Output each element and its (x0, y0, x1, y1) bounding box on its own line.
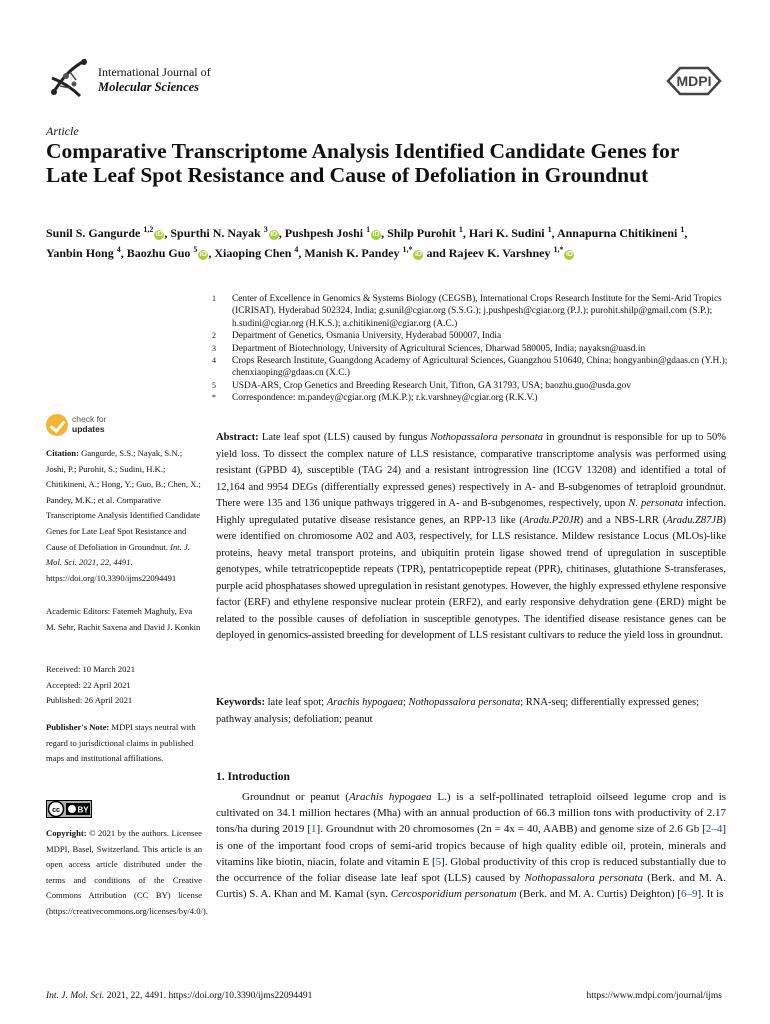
date-published: Published: 26 April 2021 (46, 695, 133, 706)
abstract-gene: Aradu.P20JR (522, 514, 580, 526)
footer-journal: Int. J. Mol. Sci. (46, 991, 105, 1001)
abstract-species: N. personata (628, 498, 684, 509)
affiliation-number: * (212, 393, 216, 403)
abstract-text: Late leaf spot (LLS) caused by fungus (261, 432, 428, 443)
reference-link[interactable]: 5 (435, 855, 442, 868)
keyword: Nothopassalora personata (408, 697, 521, 708)
keyword: Arachis hypogaea (326, 697, 403, 708)
intro-species: Nothopassalora personata (524, 872, 644, 885)
section-heading-introduction: 1. Introduction (216, 771, 290, 783)
orcid-icon[interactable]: iD (270, 231, 278, 238)
author-affiliation-sup: 1 (680, 225, 685, 234)
publisher-note-label: Publisher's Note: (46, 722, 110, 732)
intro-text: ] is one of the important food crops of semi-arid tropics because of high quality edible oil, protein, minerals and vitamins like biotin, niacin, folate and vitamin E [ (216, 823, 726, 868)
publisher-note (46, 720, 202, 767)
author-name: Yanbin Hong (46, 245, 114, 260)
abstract-text: ) were identified on chromosome A02 and A03, respectively, for LLS resistance. Mildew resistance Locus (MLOs)-like proteins, heavy metal transport proteins, and ubiquitin protein ligase showed trend of upregulation in susceptible genotypes, while tetratricopeptide repeats (TPR), pentatricopeptide repeat (PPR), chitinases, glutathione S-transferases, purple acid phosphatases showed upregulation in resistant genotypes. However, the highly expressed ethylene responsive factor (ERF) and ethylene responsive nuclear protein (ERF2), and early responsive dehydration gene (ERD) might be related to the possible causes of defoliation in susceptible genotypes. The identified disease resistance genes can be deployed in genomics-assisted breeding for development of LLS resistant cultivars to reduce the yield loss in groundnut. (216, 514, 726, 641)
affiliation-number: 3 (212, 343, 216, 353)
citation-doi-link[interactable]: https://doi.org/10.3390/ijms22094491 (46, 572, 177, 583)
affiliation-text: USDA-ARS, Crop Genetics and Breeding Research Unit, Tifton, GA 31793, USA; baozhu.guo@usda.gov (232, 380, 631, 391)
check-updates-icon (46, 414, 68, 436)
affiliation-number: 2 (212, 331, 216, 341)
abstract-species: Nothopassalora personata (430, 432, 543, 443)
citation-year-vol: 2021, 22, 4491. (78, 557, 133, 568)
abstract-gene: Aradu.Z87JB (666, 514, 723, 526)
reference-link[interactable]: 6–9 (680, 888, 698, 901)
author-name: Annapurna Chitikineni (556, 226, 678, 240)
date-accepted: Accepted: 22 April 2021 (46, 679, 131, 690)
author-list: Sunil S. Gangurde $^{1,2}$iD , Spurthi N. Nayak $^3$iD , Pushpesh Joshi $^1$iD , Shilp Purohit $^1$, Hari K. Sudini $^1$, Annapurna Chitikineni $^1$, Yanbin Hong $^4$, Baozhu Guo $^5$iD , Xiaoping Chen $^4$, Manish K. Pandey $^{1,*}$iD and Rajeev K. Varshney $^{1,*}$iD (46, 225, 688, 260)
intro-text: Groundnut or peanut ( (242, 791, 349, 803)
check-updates-line2: updates (72, 423, 105, 434)
cc-by-license-icon[interactable] (46, 800, 92, 818)
author-affiliation-sup: 5 (193, 244, 198, 254)
author-name: Hari K. Sudini (468, 226, 545, 240)
author-name: Manish K. Pandey (304, 245, 400, 260)
affiliation-text: Crops Research Institute, Guangdong Academy of Agricultural Sciences, Guangzhou 510640, China; hongyanbin@gdaas.cn (Y.H.); chenxiaoping@gdaas.cn (X.C.) (232, 356, 728, 379)
abstract-text: ) and a NBS-LRR ( (579, 514, 667, 526)
orcid-icon[interactable]: iD (155, 231, 163, 238)
citation-journal: Int. J. Mol. Sci. (46, 541, 190, 568)
intro-text: ]. Groundnut with 20 chromosomes (2n = 4x = 40, AABB) and genome size of 2.6 Gb [ (316, 823, 706, 836)
editors-label: Academic Editors: (46, 606, 111, 616)
author-name: Spurthi N. Nayak (170, 226, 261, 240)
affiliation-text: Department of Genetics, Osmania University, Hyderabad 500007, India (232, 331, 502, 342)
check-for-updates-button[interactable] (46, 414, 166, 438)
mdpi-logo[interactable] (666, 66, 722, 96)
intro-text: (Berk. and M. A. Curtis) Deighton) [ (519, 888, 681, 901)
article-title: Comparative Transcriptome Analysis Identified Candidate Genes for Late Leaf Spot Resistance and Cause of Defoliation in Groundnut (46, 139, 680, 187)
academic-editors (46, 604, 202, 635)
affiliation-item (212, 355, 732, 380)
check-updates-line1: check for (72, 414, 107, 424)
affiliation-item (212, 330, 732, 342)
author-name: Pushpesh Joshi (284, 226, 364, 240)
footer-citation-text: 2021, 22, 4491. https://doi.org/10.3390/ijms22094491 (106, 991, 313, 1001)
affiliation-item (212, 392, 732, 404)
cc-badge-by: BY (77, 805, 89, 815)
author-affiliation-sup: 4 (116, 244, 121, 254)
cc-badge-cc: cc (52, 807, 60, 814)
copyright-text: © 2021 by the authors. Licensee MDPI, Basel, Switzerland. This article is an open access article distributed under the terms and conditions of the Creative Commons Attribution (CC BY) license (https://creativecommons.org/licenses/by/4.0/). (46, 828, 208, 916)
affiliation-number: 5 (212, 380, 216, 390)
intro-text: ]. It is (697, 888, 724, 901)
citation-text: Gangurde, S.S.; Nayak, S.N.; Joshi, P.; Purohit, S.; Sudini, H.K.; Chitikineni, A.; Hong, Y.; Guo, B.; Chen, X.; Pandey, M.K.; et al. Comparative Transcriptome Analysis Identified Candidate Genes for Late Leaf Spot Resistance and Cause of Defoliation in Groundnut. (46, 448, 201, 552)
keyword: ; RNA-seq; differentially expressed genes; pathway analysis; defoliation; peanut (216, 697, 700, 725)
affiliation-number: 4 (212, 356, 216, 366)
author-name: Xiaoping Chen (214, 245, 292, 260)
affiliations (212, 293, 732, 405)
journal-name-line1: International Journal of (98, 65, 211, 79)
affiliation-text: Correspondence: m.pandey@cgiar.org (M.K.P.); r.k.varshney@cgiar.org (R.K.V.) (232, 393, 538, 404)
keywords (216, 695, 726, 728)
author-name: Sunil S. Gangurde (46, 226, 141, 240)
introduction-paragraph (216, 789, 726, 902)
orcid-icon[interactable]: iD (372, 231, 380, 238)
author-name: Shilp Purohit (387, 226, 456, 240)
author-affiliation-sup: 1,2 (143, 225, 154, 234)
author-name: Baozhu Guo (126, 245, 191, 260)
intro-text: L.) is a self-pollinated tetraploid oilseed legume crop and is cultivated on 34.1 million hectares (Mha) with an annual production of 66.3 million tons with productivity of 2.17 tons/ha during 2019 [ (216, 791, 727, 836)
citation-block (46, 446, 202, 586)
affiliation-text: Center of Excellence in Genomics & Systems Biology (CEGSB), International Crops Research Institute for the Semi-Arid Tropics (ICRISAT), Hyderabad 502324, India; g.sunil@cgiar.org (S.S.G.); j.pushpesh@cgiar.org (P.J.); purohit.shilp@gmail.com (S.P.); h.sudini@cgiar.org (H.K.S.); a.chitikineni@cgiar.org (A.C.) (232, 294, 722, 329)
citation-label: Citation: (46, 448, 79, 458)
footer-journal-url[interactable]: https://www.mdpi.com/journal/ijms (586, 991, 722, 1001)
editors-text: Fatemeh Maghuly, Eva M. Sehr, Rachit Saxena and David J. Konkin (46, 606, 201, 632)
reference-link[interactable]: 2–4 (705, 823, 723, 836)
journal-logo-icon (46, 54, 92, 100)
date-received: Received: 10 March 2021 (46, 664, 136, 674)
author-name: Rajeev K. Varshney (448, 245, 551, 260)
affiliation-number: 1 (212, 294, 216, 303)
footer-citation (46, 991, 312, 1001)
author-affiliation-sup: 1 (547, 225, 552, 234)
keywords-label: Keywords: (216, 697, 265, 708)
author-affiliation-sup: 3 (263, 225, 268, 234)
orcid-icon[interactable]: iD (565, 250, 573, 258)
intro-text: ]. Global productivity of this crop is reduced substantially due to the occurrence of the foliar disease late leaf spot (LLS) caused by (216, 855, 726, 885)
affiliation-text: Department of Biotechnology, University of Agricultural Sciences, Dharwad 580005, India; nayaksn@uasd.in (232, 343, 646, 354)
mdpi-logo-text: MDPI (676, 73, 712, 89)
affiliation-item (212, 380, 732, 392)
abstract-text: in groundnut is responsible for up to 50% yield loss. To dissect the complex nature of LLS resistance, comparative transcriptome analysis was performed using resistant (GPBD 4), susceptible (TAG 24) and a resistant introgression line (ICGV 13208) and identified a total of 12,164 and 9954 DEGs (differentially expressed genes) respectively in A- and B-subgenomes of tetraploid groundnut. There were 135 and 136 unique pathways triggered in A- and B-subgenomes, respectively, upon (216, 432, 726, 509)
author-affiliation-sup: 1,* (553, 244, 564, 254)
affiliation-item (212, 343, 732, 355)
intro-species: Cercosporidium personatum (390, 888, 517, 901)
author-affiliation-sup: 1 (458, 225, 463, 234)
abstract (216, 430, 726, 645)
author-affiliation-sup: 4 (294, 244, 299, 254)
keyword: late leaf spot; (267, 697, 325, 708)
abstract-label: Abstract: (216, 432, 259, 443)
reference-link[interactable]: 1 (311, 823, 317, 836)
keyword-separator: ; (402, 697, 406, 708)
orcid-icon[interactable]: iD (414, 250, 422, 258)
affiliation-item (212, 293, 732, 330)
publication-dates (46, 662, 202, 709)
publisher-note-text: MDPI stays neutral with regard to jurisdictional claims in published maps and institutional affiliations. (46, 722, 196, 764)
copyright-label: Copyright: (46, 828, 87, 838)
intro-species: Arachis hypogaea (348, 791, 432, 803)
copyright-notice (46, 826, 208, 920)
author-affiliation-sup: 1,* (402, 244, 413, 254)
author-affiliation-sup: 1 (366, 225, 371, 234)
intro-text: (Berk. and M. A. Curtis) S. A. Khan and M. Kamal (syn. (216, 872, 727, 901)
journal-name-line2: Molecular Sciences (98, 80, 200, 94)
article-type: Article (46, 124, 79, 138)
abstract-text: infection. Highly upregulated putative disease resistance genes, an RPP-13 like ( (216, 498, 726, 526)
orcid-icon[interactable]: iD (199, 250, 207, 258)
